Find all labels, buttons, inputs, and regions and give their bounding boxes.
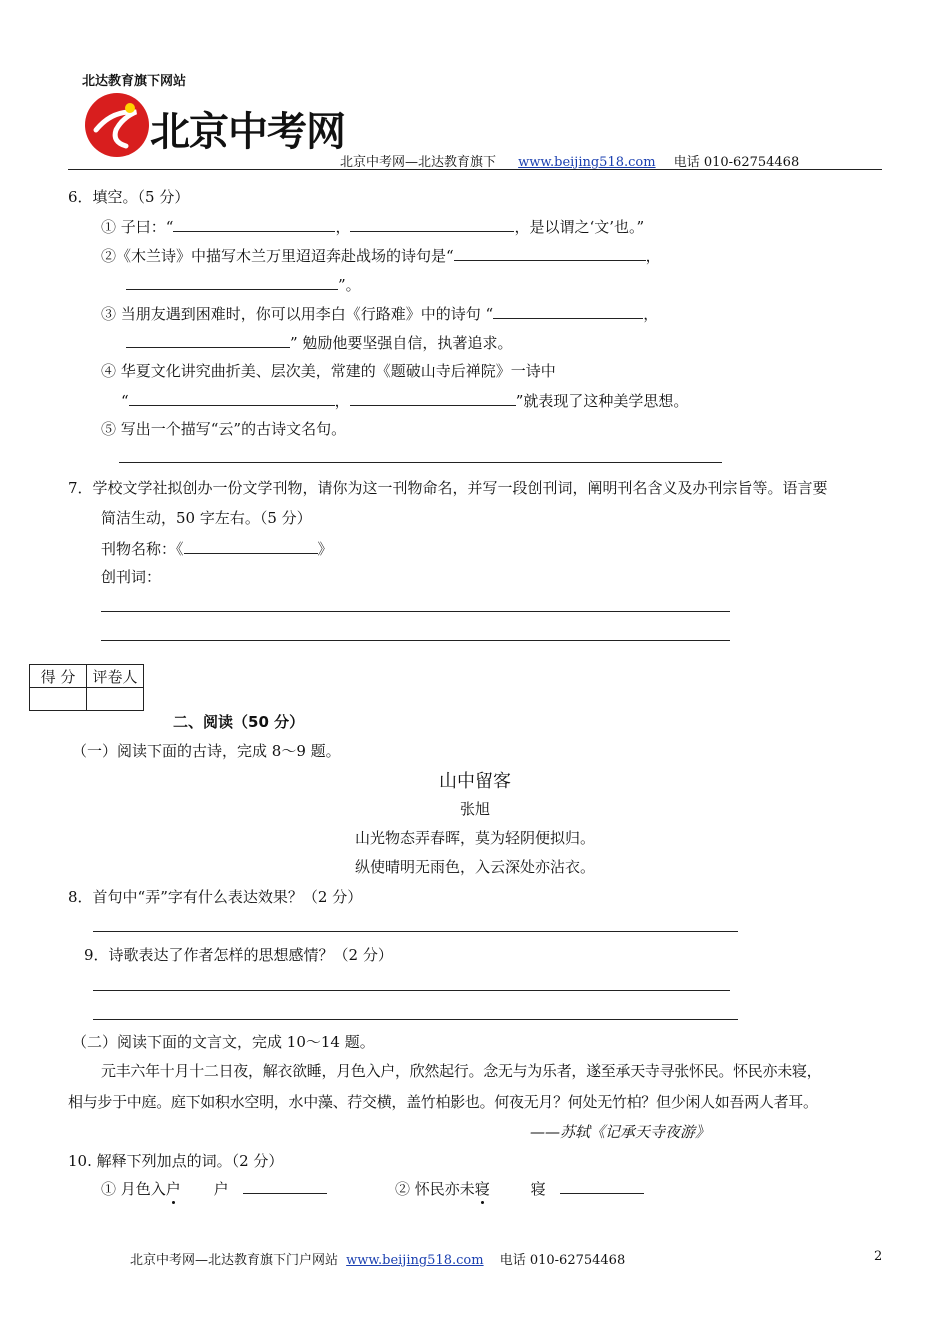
footer-phone: 电话 010-62754468 xyxy=(499,1253,626,1268)
journal-name-blank[interactable] xyxy=(184,537,318,554)
footer-site-url[interactable]: www.beijing518.com xyxy=(346,1253,484,1268)
dotted-word: 户 xyxy=(165,1180,181,1198)
dotted-word: 寝 xyxy=(474,1180,490,1198)
footer-prefix: 北京中考网—北达教育旗下门户网站 xyxy=(130,1253,339,1268)
logo-text: 北京中考网 xyxy=(150,109,345,155)
answer-blank[interactable] xyxy=(173,215,335,232)
header-site-line xyxy=(340,151,799,170)
answer-line[interactable] xyxy=(93,1019,738,1020)
grader-header: 评卷人 xyxy=(87,665,144,688)
answer-blank[interactable] xyxy=(350,215,514,232)
q6-item4: ④ 华夏文化讲究曲折美、层次美，常建的《题破山寺后禅院》一诗中 xyxy=(101,362,556,380)
q6-item4-cont: “ ， ”就表现了这种美学思想。 xyxy=(121,389,688,411)
answer-blank[interactable] xyxy=(454,244,646,261)
passage-source: ——苏轼《记承天寺夜游》 xyxy=(530,1123,711,1141)
header-site-url[interactable]: www.beijing518.com xyxy=(518,155,656,170)
q6-item5: ⑤ 写出一个描写“云”的古诗文名句。 xyxy=(101,420,347,438)
q10-item1: ① 月色入户 户 xyxy=(101,1177,327,1199)
passage-line: 相与步于中庭。庭下如积水空明，水中藻、荇交横，盖竹柏影也。何夜无月？何处无竹柏？但少闲人如吾两人者耳。 xyxy=(68,1093,818,1111)
page-number: 2 xyxy=(874,1249,883,1264)
poem-author: 张旭 xyxy=(459,800,490,818)
part1-instruction: （一）阅读下面的古诗，完成 8～9 题。 xyxy=(72,742,341,760)
answer-line[interactable] xyxy=(93,931,738,932)
q7-name-row: 刊物名称：《 》 xyxy=(101,537,333,559)
section2-title: 二、阅读（50 分） xyxy=(173,713,305,731)
header-site-prefix: 北京中考网—北达教育旗下 xyxy=(340,155,497,170)
q9-text: 9．诗歌表达了作者怎样的思想感情？（2 分） xyxy=(84,946,393,964)
q10-text: 10. 解释下列加点的词。（2 分） xyxy=(68,1152,284,1170)
answer-line[interactable] xyxy=(101,611,730,612)
q7-intro-label: 创刊词： xyxy=(101,568,162,586)
q7-line1: 7．学校文学社拟创办一份文学刊物，请你为这一刊物命名，并写一段创刊词，阐明刊名含义及办刊宗旨等。语言要 xyxy=(68,479,828,497)
answer-blank[interactable] xyxy=(350,389,516,406)
answer-blank[interactable] xyxy=(243,1177,327,1194)
passage-line: 元丰六年十月十二日夜，解衣欲睡，月色入户，欣然起行。念无与为乐者，遂至承天寺寻张怀民。怀民亦未寝， xyxy=(101,1062,822,1080)
header-phone: 电话 010-62754468 xyxy=(673,155,800,170)
answer-line[interactable] xyxy=(119,462,722,463)
part2-instruction: （二）阅读下面的文言文，完成 10～14 题。 xyxy=(72,1033,375,1051)
footer-line xyxy=(130,1249,625,1268)
q6-item2: ②《木兰诗》中描写木兰万里迢迢奔赴战场的诗句是“ ， xyxy=(101,244,661,266)
journal-name-label: 刊物名称：《 xyxy=(101,540,184,558)
poem-title: 山中留客 xyxy=(439,771,511,792)
q6-item1: ① 子曰：“ ， ，是以谓之‘文’也。” xyxy=(101,215,644,237)
score-cell[interactable] xyxy=(30,688,87,711)
q6-item3: ③ 当朋友遇到困难时，你可以用李白《行路难》中的诗句 “ ， xyxy=(101,302,658,324)
poem-line: 纵使晴明无雨色，入云深处亦沾衣。 xyxy=(354,858,595,876)
q6-item2-cont: ”。 xyxy=(126,273,361,295)
answer-line[interactable] xyxy=(93,990,730,991)
answer-blank[interactable] xyxy=(493,302,643,319)
score-table xyxy=(29,664,144,711)
answer-blank[interactable] xyxy=(126,273,338,290)
poem-line: 山光物态弄春晖，莫为轻阴便拟归。 xyxy=(354,829,595,847)
answer-blank[interactable] xyxy=(129,389,335,406)
q6-title: 6．填空。（5 分） xyxy=(68,188,190,206)
q7-line2: 简洁生动，50 字左右。（5 分） xyxy=(101,509,312,527)
answer-blank[interactable] xyxy=(126,331,290,348)
logo-caption: 北达教育旗下网站 xyxy=(82,74,187,89)
score-header: 得 分 xyxy=(30,665,87,688)
logo-emblem-icon xyxy=(82,90,152,160)
grader-cell[interactable] xyxy=(87,688,144,711)
answer-line[interactable] xyxy=(101,640,730,641)
q10-item2: ② 怀民亦未寝 寝 xyxy=(395,1177,644,1199)
header-divider xyxy=(68,169,882,170)
q8-text: 8．首句中“弄”字有什么表达效果？（2 分） xyxy=(68,888,363,906)
answer-blank[interactable] xyxy=(560,1177,644,1194)
q6-item3-cont: ” 勉励他要坚强自信，执著追求。 xyxy=(126,331,512,353)
